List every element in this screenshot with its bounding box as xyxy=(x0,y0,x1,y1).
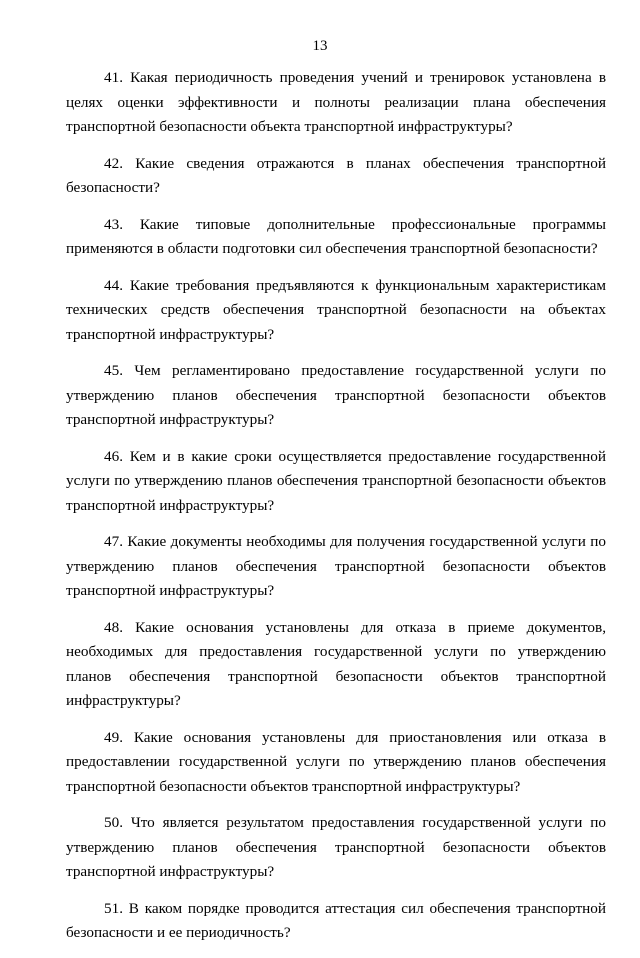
question-item: 49. Какие основания установлены для приостановления или отказа в предоставлении государственной услуги по утверждению планов обеспечения транспортной безопасности объектов транспортной инфраструктуры? xyxy=(66,728,606,795)
question-list xyxy=(66,66,606,958)
page-number: 13 xyxy=(312,38,328,54)
question-item: 50. Что является результатом предоставления государственной услуги по утверждению планов обеспечения транспортной безопасности объектов транспортной инфраструктуры? xyxy=(66,814,606,880)
question-item: 51. В каком порядке проводится аттестация сил обеспечения транспортной безопасности и ее периодичность? xyxy=(66,899,606,941)
question-item: 47. Какие документы необходимы для получения государственной услуги по утверждению планов обеспечения транспортной безопасности объектов транспортной инфраструктуры? xyxy=(66,533,606,599)
question-item: 41. Какая периодичность проведения учений и тренировок установлена в целях оценки эффективности и полноты реализации плана обеспечения транспортной безопасности объекта транспортной инфраструктуры? xyxy=(66,69,606,135)
question-item: 46. Кем и в какие сроки осуществляется предоставление государственной услуги по утверждению планов обеспечения транспортной безопасности объектов транспортной инфраструктуры? xyxy=(66,447,606,514)
question-item: 43. Какие типовые дополнительные профессиональные программы применяются в области подготовки сил обеспечения транспортной безопасности? xyxy=(66,215,606,257)
question-item: 48. Какие основания установлены для отказа в приеме документов, необходимых для предоставления государственной услуги по утверждению планов обеспечения транспортной безопасности объектов транспортной инфраструктуры? xyxy=(66,618,606,709)
question-item: 42. Какие сведения отражаются в планах обеспечения транспортной безопасности? xyxy=(66,154,606,196)
question-item: 44. Какие требования предъявляются к функциональным характеристикам технических средств обеспечения транспортной безопасности на объектах транспортной инфраструктуры? xyxy=(66,276,606,343)
question-item: 45. Чем регламентировано предоставление государственной услуги по утверждению планов обеспечения транспортной безопасности объектов транспортной инфраструктуры? xyxy=(66,362,606,428)
